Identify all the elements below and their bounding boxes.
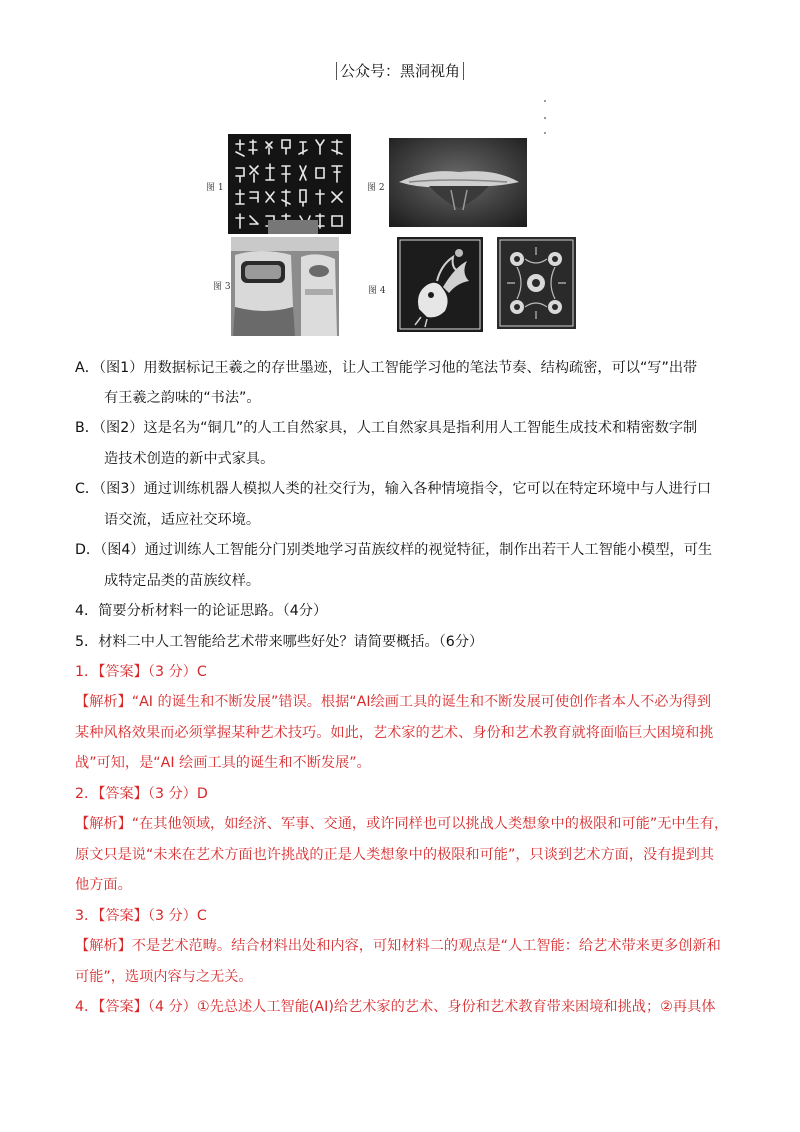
question-4: 4．简要分析材料一的论证思路。（4分） [75, 603, 328, 619]
option-b-line-1: B．（图2）这是名为“铜几”的人工自然家具，人工自然家具是指利用人工智能生成技术和精密数字制 [75, 420, 698, 436]
option-a-line-1: A．（图1）用数据标记王羲之的存世墨迹，让人工智能学习他的笔法节奏、结构疏密，可以“写”出带 [75, 360, 698, 376]
option-c-line-2: 语交流，适应社交环境。 [104, 512, 261, 528]
page-header [0, 60, 800, 81]
furniture-image [389, 138, 527, 227]
scan-speck [544, 100, 546, 102]
miao-pattern-image [397, 237, 483, 332]
question-5: 5．材料二中人工智能给艺术带来哪些好处？请简要概括。（6分） [75, 634, 484, 650]
figure-1-label: 图 1 [206, 183, 224, 193]
answer-2-analysis-line-2: 原文只是说“未来在艺术方面也许挑战的正是人类想象中的极限和可能”，只谈到艺术方面，没有提到其 [75, 847, 714, 863]
scan-speck [544, 132, 546, 134]
answer-2-analysis-line-1: 【解析】“在其他领域，如经济、军事、交通，或许同样也可以挑战人类想象中的极限和可能”无中生有， [75, 816, 729, 832]
answer-3-analysis-line-1: 【解析】不是艺术范畴。结合材料出处和内容，可知材料二的观点是“人工智能：给艺术带来更多创新和 [75, 938, 721, 954]
option-d-line-1: D．（图4）通过训练人工智能分门别类地学习苗族纹样的视觉特征，制作出若干人工智能小模型，可生 [75, 542, 713, 558]
answer-2-analysis-line-3: 他方面。 [75, 877, 132, 893]
answer-1-analysis-line-3: 战”可知，是“AI 绘画工具的诞生和不断发展”。 [75, 755, 371, 771]
answer-1-heading: 1．【答案】（3 分）C [75, 664, 207, 680]
robot-image [231, 237, 339, 336]
option-d-line-2: 成特定品类的苗族纹样。 [104, 573, 261, 589]
answer-4-heading: 4．【答案】（4 分）①先总述人工智能(AI)给艺术家的艺术、身份和艺术教育带来困境和挑战；②再具体 [75, 999, 716, 1015]
answer-3-heading: 3．【答案】（3 分）C [75, 908, 207, 924]
answer-1-analysis-line-2: 某种风格效果而必须掌握某种艺术技巧。如此，艺术家的艺术、身份和艺术教育就将面临巨大困境和挑 [75, 725, 714, 741]
header-text: 公众号：黑洞视角 [336, 62, 464, 80]
option-a-line-2: 有王羲之韵味的“书法”。 [104, 390, 261, 406]
miao-pattern-image-2 [497, 237, 576, 329]
scan-speck [544, 117, 546, 119]
calligraphy-image [228, 134, 351, 234]
option-c-line-1: C．（图3）通过训练机器人模拟人类的社交行为，输入各种情境指令，它可以在特定环境中与人进行口 [75, 481, 712, 497]
figure-3-label: 图 3 [213, 282, 231, 292]
option-b-line-2: 造技术创造的新中式家具。 [104, 451, 275, 467]
answer-2-heading: 2．【答案】（3 分）D [75, 786, 208, 802]
answer-1-analysis-line-1: 【解析】“AI 的诞生和不断发展”错误。根据“AI绘画工具的诞生和不断发展可使创作者本人不必为得到 [75, 694, 712, 710]
figure-4-label: 图 4 [368, 286, 386, 296]
figure-2-label: 图 2 [367, 183, 385, 193]
answer-3-analysis-line-2: 可能”，选项内容与之无关。 [75, 969, 253, 985]
